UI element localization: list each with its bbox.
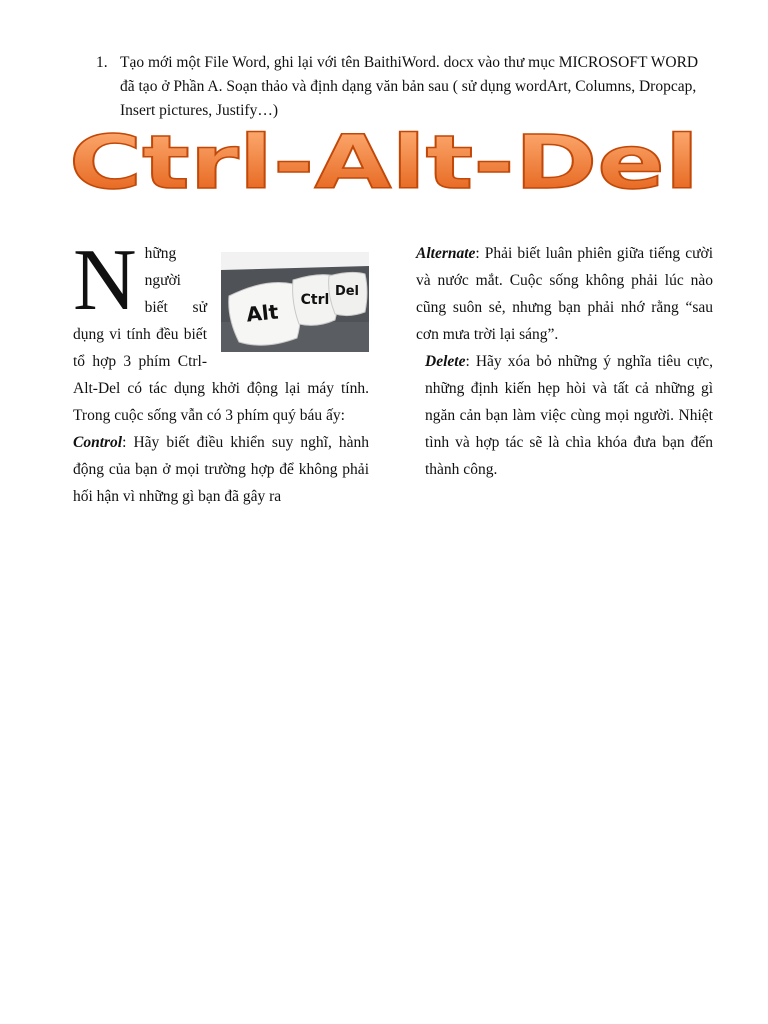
wordart-graphic	[59, 116, 709, 198]
wordart-title	[0, 116, 768, 198]
pillow-label-ctrl: Ctrl	[300, 292, 330, 308]
pillow-del	[329, 272, 367, 315]
pillow-label-del: Del	[334, 284, 360, 299]
control-term: Control	[73, 434, 123, 451]
column-right	[416, 240, 713, 483]
alternate-text: : Phải biết luân phiên giữa tiếng cười và nước mắt. Cuộc sống không phải lúc nào cũng suôn sẻ, nhưng bạn phải nhớ rằng “sau cơn mưa trời lại sáng”.	[416, 245, 713, 343]
control-text: : Hãy biết điều khiển suy nghĩ, hành động của bạn ở mọi trường hợp để không phải hối hận vì những gì bạn đã gây ra	[73, 434, 369, 505]
alternate-paragraph	[416, 240, 713, 348]
pillows-photo	[221, 252, 369, 352]
alternate-term: Alternate	[416, 245, 476, 262]
intro-text: hững người biết sử dụng vi tính đều biết tổ hợp 3 phím Ctrl-Alt-Del có tác dụng khởi động lại máy tính.	[73, 245, 369, 397]
task-text: Tạo mới một File Word, ghi lại với tên BaithiWord. docx vào thư mục MICROSOFT WORD đã tạo ở Phần A. Soạn thảo và định dạng văn bản sau ( sử dụng wordArt, Columns, Dropcap, Insert pictures, Justify…)	[120, 54, 699, 119]
wordart-text: Ctrl-Alt-Del	[69, 120, 699, 198]
delete-text: : Hãy xóa bỏ những ý nghĩa tiêu cực, những định kiến hẹp hòi và tất cả những gì ngăn cản bạn làm việc cùng mọi người. Nhiệt tình và hợp tác sẽ là chìa khóa đưa bạn đến thành công.	[425, 353, 713, 478]
column-left	[73, 232, 369, 510]
task-instruction	[96, 51, 708, 123]
control-paragraph	[73, 429, 369, 510]
pillow-alt	[229, 283, 300, 346]
delete-paragraph	[416, 348, 713, 483]
task-number: 1.	[96, 54, 108, 71]
intro-text-2: Trong cuộc sống vẫn có 3 phím quý báu ấy:	[73, 407, 345, 424]
dropcap-letter: N	[73, 232, 137, 329]
pillow-label-alt: Alt	[245, 299, 280, 327]
delete-term: Delete	[425, 353, 466, 370]
